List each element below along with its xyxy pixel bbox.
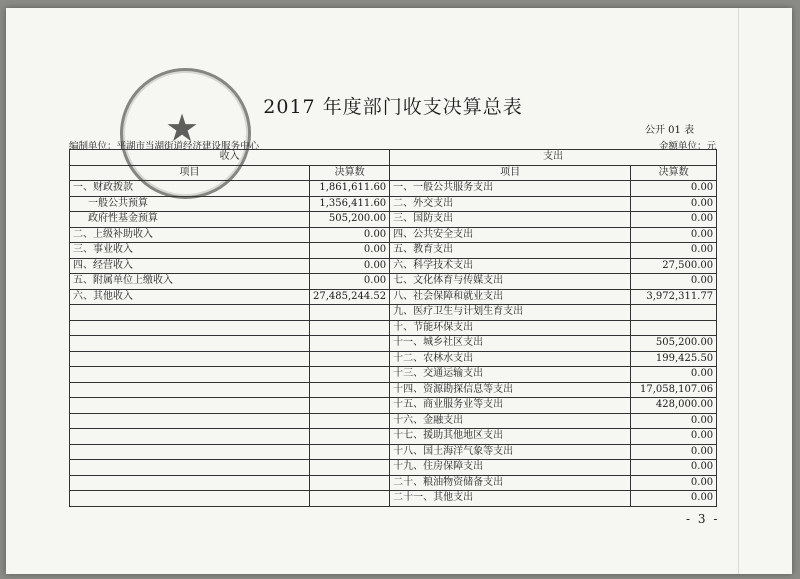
table-row	[70, 212, 717, 228]
income-amount	[310, 398, 390, 414]
expense-item: 五、教育支出	[390, 243, 631, 259]
header-row-1	[70, 150, 717, 166]
table-row	[70, 382, 717, 398]
expense-item: 二、外交支出	[390, 196, 631, 212]
income-item: 四、经营收入	[70, 258, 310, 274]
expense-item: 十一、城乡社区支出	[390, 336, 631, 352]
income-amount	[310, 382, 390, 398]
expense-amount: 0.00	[631, 475, 717, 491]
income-item: 五、附属单位上缴收入	[70, 274, 310, 290]
compiling-unit: 编制单位：平湖市当湖街道经济建设服务中心	[69, 141, 260, 152]
income-amount	[310, 351, 390, 367]
income-item	[70, 491, 310, 507]
table-row	[70, 444, 717, 460]
table-row	[70, 196, 717, 212]
expense-item: 二十、粮油物资储备支出	[390, 475, 631, 491]
income-amount: 1,356,411.60	[310, 196, 390, 212]
expense-amount: 0.00	[631, 460, 717, 476]
income-item	[70, 475, 310, 491]
income-amount	[310, 413, 390, 429]
table-row	[70, 289, 717, 305]
expense-item: 十九、住房保障支出	[390, 460, 631, 476]
income-item: 二、上级补助收入	[70, 227, 310, 243]
income-item: 一、财政拨款	[70, 181, 310, 197]
expense-amount: 0.00	[631, 491, 717, 507]
table-row	[70, 258, 717, 274]
income-amount	[310, 460, 390, 476]
table-row	[70, 243, 717, 259]
expense-item: 一、一般公共服务支出	[390, 181, 631, 197]
expense-amount: 428,000.00	[631, 398, 717, 414]
income-item	[70, 320, 310, 336]
table-row	[70, 398, 717, 414]
income-item	[70, 429, 310, 445]
table-row	[70, 181, 717, 197]
expense-item: 十三、交通运输支出	[390, 367, 631, 383]
table-row	[70, 429, 717, 445]
income-header: 收入	[70, 150, 390, 166]
income-amount: 0.00	[310, 258, 390, 274]
income-amount: 0.00	[310, 274, 390, 290]
expense-item: 三、国防支出	[390, 212, 631, 228]
income-item-header: 项目	[70, 165, 310, 181]
table-row	[70, 336, 717, 352]
star-icon: ★	[165, 106, 200, 150]
expense-amount: 0.00	[631, 274, 717, 290]
expense-amount: 0.00	[631, 196, 717, 212]
header-row-2	[70, 165, 717, 181]
income-amount: 0.00	[310, 227, 390, 243]
income-amount	[310, 444, 390, 460]
expense-item: 四、公共安全支出	[390, 227, 631, 243]
income-item	[70, 351, 310, 367]
income-item: 政府性基金预算	[70, 212, 310, 228]
expense-amount: 0.00	[631, 367, 717, 383]
table-row	[70, 227, 717, 243]
table-row	[70, 320, 717, 336]
income-item	[70, 382, 310, 398]
expense-item: 十六、金融支出	[390, 413, 631, 429]
income-amount	[310, 320, 390, 336]
expense-amount: 199,425.50	[631, 351, 717, 367]
income-amount-header: 决算数	[310, 165, 390, 181]
expense-amount: 0.00	[631, 429, 717, 445]
income-item	[70, 336, 310, 352]
page-title: 2017 年度部门收支决算总表	[263, 96, 523, 118]
table-row	[70, 475, 717, 491]
expense-amount: 17,058,107.06	[631, 382, 717, 398]
budget-table	[69, 149, 717, 507]
expense-amount: 0.00	[631, 227, 717, 243]
income-item	[70, 444, 310, 460]
expense-item: 十、节能环保支出	[390, 320, 631, 336]
income-amount: 27,485,244.52	[310, 289, 390, 305]
income-amount	[310, 491, 390, 507]
income-item: 六、其他收入	[70, 289, 310, 305]
expense-item: 十二、农林水支出	[390, 351, 631, 367]
income-amount	[310, 429, 390, 445]
expense-amount	[631, 305, 717, 321]
income-item	[70, 398, 310, 414]
expense-item: 八、社会保障和就业支出	[390, 289, 631, 305]
page-number: - 3 -	[686, 512, 720, 526]
expense-amount: 27,500.00	[631, 258, 717, 274]
table-row	[70, 491, 717, 507]
income-item	[70, 460, 310, 476]
amount-unit: 金额单位：元	[658, 141, 716, 152]
expense-amount: 3,972,311.77	[631, 289, 717, 305]
expense-amount: 505,200.00	[631, 336, 717, 352]
table-row	[70, 274, 717, 290]
expense-item: 二十一、其他支出	[390, 491, 631, 507]
table-row	[70, 305, 717, 321]
table-row	[70, 351, 717, 367]
expense-item: 十四、资源勘探信息等支出	[390, 382, 631, 398]
income-item	[70, 413, 310, 429]
expense-amount: 0.00	[631, 243, 717, 259]
income-amount: 505,200.00	[310, 212, 390, 228]
income-amount	[310, 305, 390, 321]
income-amount	[310, 475, 390, 491]
expense-amount: 0.00	[631, 181, 717, 197]
expense-amount: 0.00	[631, 212, 717, 228]
income-item: 一般公共预算	[70, 196, 310, 212]
expense-item: 六、科学技术支出	[390, 258, 631, 274]
income-amount: 0.00	[310, 243, 390, 259]
income-item: 三、事业收入	[70, 243, 310, 259]
income-amount	[310, 367, 390, 383]
expense-item: 十八、国土海洋气象等支出	[390, 444, 631, 460]
expense-amount: 0.00	[631, 413, 717, 429]
expense-item-header: 项目	[390, 165, 631, 181]
table-row	[70, 413, 717, 429]
expense-amount-header: 决算数	[631, 165, 717, 181]
income-item	[70, 305, 310, 321]
table-row	[70, 460, 717, 476]
expense-item: 十七、援助其他地区支出	[390, 429, 631, 445]
income-amount	[310, 336, 390, 352]
expense-item: 十五、商业服务业等支出	[390, 398, 631, 414]
table-row	[70, 367, 717, 383]
expense-item: 七、文化体育与传媒支出	[390, 274, 631, 290]
form-code: 公开 01 表	[645, 125, 695, 136]
expense-header: 支出	[390, 150, 717, 166]
expense-item: 九、医疗卫生与计划生育支出	[390, 305, 631, 321]
expense-amount: 0.00	[631, 444, 717, 460]
expense-amount	[631, 320, 717, 336]
income-item	[70, 367, 310, 383]
income-amount: 1,861,611.60	[310, 181, 390, 197]
